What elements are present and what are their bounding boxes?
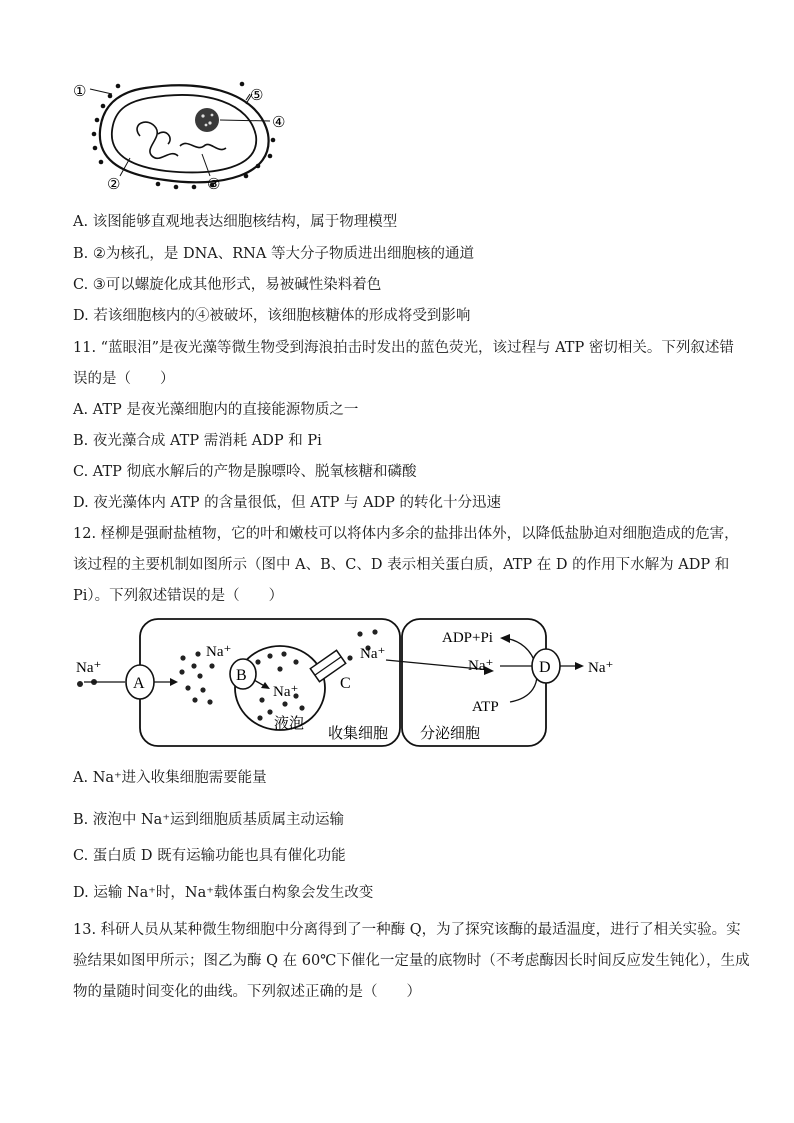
- protein-a-label: A: [133, 675, 145, 692]
- q11-stem-line1: 11. “蓝眼泪”是夜光藻等微生物受到海浪拍击时发出的蓝色荧光，该过程与 ATP 密切相关。下列叙述错: [73, 340, 734, 356]
- q12-stem-line2: 该过程的主要机制如图所示（图中 A、B、C、D 表示相关蛋白质，ATP 在 D 的作用下水解为 ADP 和: [73, 557, 730, 573]
- q10-option-c: C. ③可以螺旋化成其他形式，易被碱性染料着色: [73, 277, 382, 293]
- vacuole-label: 液泡: [274, 714, 305, 732]
- q10-option-a: A. 该图能够直观地表达细胞核结构，属于物理模型: [73, 214, 398, 230]
- q12-stem-line3: Pi）。下列叙述错误的是（ ）: [73, 588, 284, 604]
- q11-option-c: C. ATP 彻底水解后的产物是腺嘌呤、脱氧核糖和磷酸: [73, 464, 417, 480]
- q12-option-d: D. 运输 Na⁺时，Na⁺载体蛋白构象会发生改变: [73, 885, 374, 901]
- protein-d-label: D: [539, 659, 551, 676]
- q10-option-b: B. ②为核孔，是 DNA、RNA 等大分子物质进出细胞核的通道: [73, 246, 474, 262]
- nucleolus: [195, 108, 219, 132]
- na-near-c-label: Na⁺: [360, 646, 386, 662]
- label-2: ②: [107, 177, 121, 193]
- q11-option-d: D. 夜光藻体内 ATP 的含量很低，但 ATP 与 ADP 的转化十分迅速: [73, 495, 502, 511]
- q13-line2: 验结果如图甲所示；图乙为酶 Q 在 60℃下催化一定量的底物时（不考虑酶因长时间反应发生钝化），生成: [73, 953, 750, 969]
- protein-b-label: B: [236, 667, 247, 684]
- na-cytoplasm-label: Na⁺: [206, 644, 232, 660]
- q12-option-a: A. Na⁺进入收集细胞需要能量: [73, 770, 267, 786]
- nuclear-inner-membrane: [112, 95, 256, 172]
- na-vacuole-label: Na⁺: [273, 684, 299, 700]
- label-5: ⑤: [250, 88, 264, 104]
- q10-option-d: D. 若该细胞核内的④被破坏，该细胞核糖体的形成将受到影响: [73, 308, 471, 324]
- atp-label: ATP: [472, 699, 499, 715]
- label-3: ③: [207, 177, 221, 193]
- collecting-cell-label: 收集细胞: [328, 724, 389, 742]
- secretory-cell-label: 分泌细胞: [420, 724, 481, 742]
- q12-option-c: C. 蛋白质 D 既有运输功能也具有催化功能: [73, 848, 346, 864]
- q11-option-b: B. 夜光藻合成 ATP 需消耗 ADP 和 Pi: [73, 433, 322, 449]
- na-outside-label: Na⁺: [76, 660, 102, 676]
- nucleus-figure: [70, 76, 300, 194]
- q11-stem-line2: 误的是（ ）: [73, 371, 175, 387]
- adp-pi-label: ADP+Pi: [442, 630, 493, 646]
- na-out-right-label: Na⁺: [588, 660, 614, 676]
- q13-line3: 物的量随时间变化的曲线。下列叙述正确的是（ ）: [73, 984, 421, 1000]
- na-secretory-label: Na⁺: [468, 658, 494, 674]
- salt-gland-diagram: [70, 614, 630, 752]
- protein-c-label: C: [340, 675, 351, 692]
- q12-option-b: B. 液泡中 Na⁺运到细胞质基质属主动运输: [73, 812, 344, 828]
- label-4: ④: [272, 115, 286, 131]
- label-1: ①: [73, 84, 87, 100]
- q12-stem-line1: 12. 柽柳是强耐盐植物，它的叶和嫩枝可以将体内多余的盐排出体外，以降低盐胁迫对细胞造成的危害，: [73, 526, 739, 542]
- q11-option-a: A. ATP 是夜光藻细胞内的直接能源物质之一: [73, 402, 359, 418]
- nuclear-outer-membrane: [100, 85, 269, 182]
- q13-line1: 13. 科研人员从某种微生物细胞中分离得到了一种酶 Q，为了探究该酶的最适温度，进行了相关实验。实: [73, 922, 741, 938]
